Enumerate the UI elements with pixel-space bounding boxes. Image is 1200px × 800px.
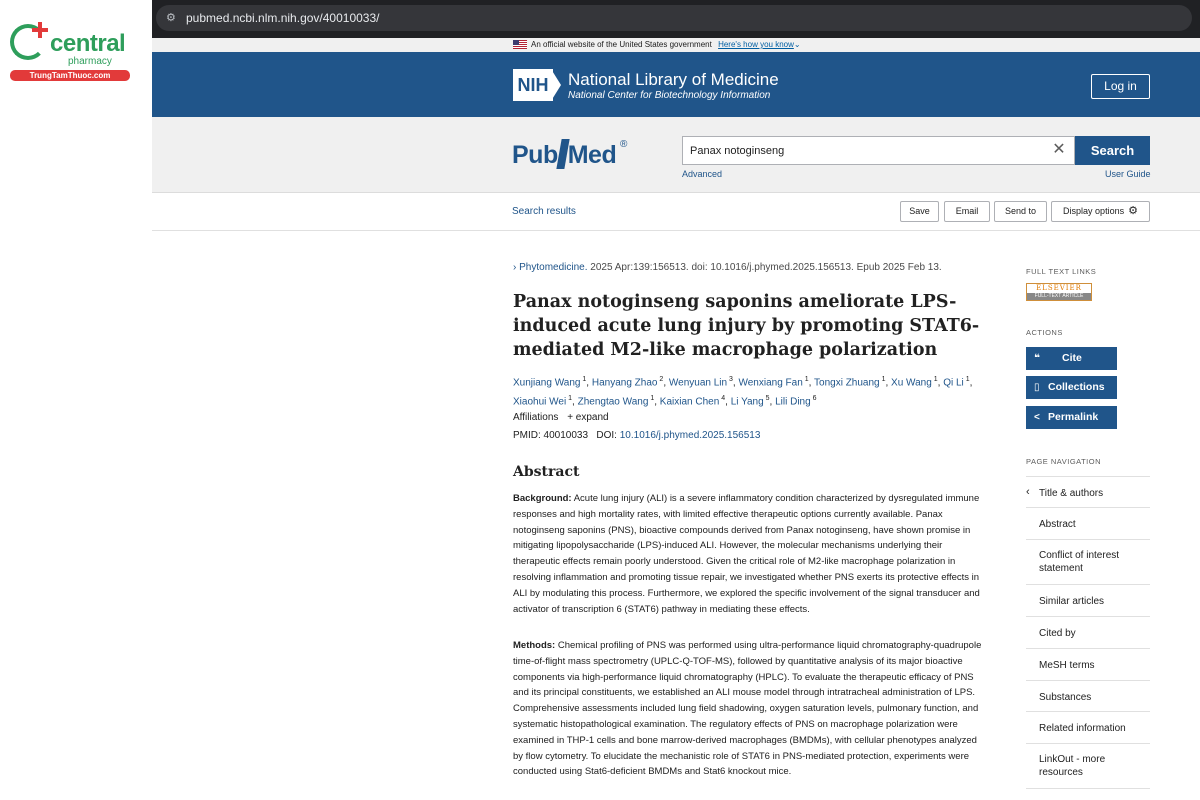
author-affiliation-number[interactable]: 1 [879, 376, 886, 383]
actions-label: ACTIONS [1026, 328, 1063, 337]
page-nav-label: Title & authors [1039, 488, 1104, 499]
browser-bar [152, 0, 1200, 38]
how-you-know-link[interactable]: Here's how you know [718, 40, 794, 49]
site-info-icon[interactable]: ⚙ [166, 12, 176, 24]
page-nav-label: LinkOut - more resources [1039, 754, 1106, 778]
chevron-right-icon[interactable]: › [513, 262, 517, 273]
display-options-label: Display options [1063, 206, 1125, 216]
author-separator: , [654, 396, 660, 408]
cross-icon [32, 22, 48, 38]
address-bar[interactable] [156, 5, 1192, 31]
abstract-background [513, 491, 983, 617]
author-affiliation-number[interactable]: 5 [763, 395, 770, 403]
cite-label: Cite [1062, 352, 1082, 364]
page-navigation-label: PAGE NAVIGATION [1026, 457, 1102, 466]
author-link[interactable]: Xu Wang [891, 377, 932, 389]
author-separator: , [586, 377, 592, 389]
pmid: PMID: 40010033 [513, 430, 589, 441]
author-link[interactable]: Qi Li [943, 377, 964, 389]
author-separator: , [725, 396, 731, 408]
gov-banner [152, 38, 1200, 52]
doi-link[interactable]: 10.1016/j.phymed.2025.156513 [619, 430, 761, 441]
pubmed-logo[interactable] [512, 139, 616, 170]
page-nav-label: MeSH terms [1039, 660, 1095, 671]
author-separator: , [969, 377, 973, 389]
page-nav-item[interactable] [1026, 744, 1150, 789]
permalink-button[interactable] [1026, 406, 1117, 429]
gov-text: An official website of the United States government [531, 40, 712, 49]
gov-banner-text [531, 40, 801, 49]
nih-logo-chevron [551, 69, 561, 101]
elsevier-full-text-link[interactable] [1026, 283, 1092, 301]
nlm-title[interactable]: National Library of Medicine [568, 70, 779, 89]
search-input[interactable] [682, 136, 1075, 165]
author-separator: , [572, 396, 578, 408]
author-affiliation-number[interactable]: 4 [719, 395, 726, 403]
watermark-logo [6, 22, 130, 82]
collections-button[interactable] [1026, 376, 1117, 399]
author-link[interactable]: Xunjiang Wang [513, 377, 581, 389]
journal-link[interactable]: Phytomedicine. [519, 262, 588, 273]
clear-search-icon[interactable]: ✕ [1052, 141, 1066, 158]
user-guide-link[interactable]: User Guide [1105, 169, 1151, 179]
page-nav-item[interactable] [1026, 585, 1150, 617]
page-nav-label: Substances [1039, 692, 1092, 703]
elsevier-text: ELSEVIER [1036, 284, 1082, 292]
save-button[interactable]: Save [900, 201, 939, 222]
author-affiliation-number[interactable]: 1 [963, 376, 970, 383]
author-affiliation-number[interactable]: 1 [566, 395, 573, 403]
author-affiliation-number[interactable]: 1 [802, 376, 809, 383]
advanced-search-link[interactable]: Advanced [682, 169, 723, 179]
page-nav-item[interactable] [1026, 477, 1150, 508]
page-nav-label: Similar articles [1039, 596, 1105, 607]
elsevier-subtext: FULL-TEXT ARTICLE [1027, 293, 1091, 300]
page-nav-item[interactable] [1026, 540, 1150, 585]
search-results-link[interactable]: Search results [512, 206, 576, 217]
author-separator: , [663, 377, 669, 389]
author-affiliation-number[interactable]: 6 [810, 395, 817, 403]
page-nav-label: Abstract [1039, 519, 1076, 530]
background-text: Acute lung injury (ALI) is a severe inflammatory condition characterized by dysregulated immune responses and high mortality rates, with limited effective therapeutic options currently available. Panax notoginseng saponins (PNS), bioactive compounds derived from Panax notoginseng, have shown promise in mitigating lipopolysaccharide (LPS)-induced ALI. However, the molecular mechanisms underlying their therapeutic effects remain poorly understood. Given the critical role of M2-like macrophage polarization in resolving inflammation and promoting tissue repair, we investigated whether PNS exerts its protective effects in ALI by modulating this process. Furthermore, we explored the specific involvement of the signal transducer and activator of transcription 6 (STAT6) pathway in mediating these effects. [513, 493, 980, 615]
author-link[interactable]: Zhengtao Wang [577, 396, 649, 408]
expand-affiliations-button[interactable]: + expand [567, 412, 609, 423]
citation-text: 2025 Apr:139:156513. doi: 10.1016/j.phymed.2025.156513. Epub 2025 Feb 13. [587, 262, 942, 273]
affiliations [513, 412, 609, 423]
watermark-name: central [50, 30, 126, 57]
author-affiliation-number[interactable]: 1 [931, 376, 938, 383]
watermark-tagline: TrungTamThuoc.com [10, 70, 130, 81]
page-nav-item[interactable] [1026, 508, 1150, 540]
author-link[interactable]: Wenyuan Lin [668, 377, 728, 389]
author-link[interactable]: Lili Ding [775, 396, 811, 408]
author-affiliation-number[interactable]: 1 [580, 376, 587, 383]
collections-label: Collections [1048, 381, 1105, 393]
identifiers [513, 430, 760, 441]
page-navigation [1026, 476, 1150, 789]
author-affiliation-number[interactable]: 3 [727, 376, 733, 383]
chevron-left-icon: ‹ [1026, 486, 1030, 498]
search-area [152, 117, 1200, 193]
background-label: Background: [513, 493, 572, 504]
display-options-button[interactable] [1051, 201, 1150, 222]
authors-list [513, 372, 983, 411]
page-nav-label: Related information [1039, 723, 1126, 734]
author-link[interactable]: Li Yang [730, 396, 764, 408]
cite-button[interactable] [1026, 347, 1117, 370]
author-link[interactable]: Kaixian Chen [659, 396, 720, 408]
author-separator: , [808, 377, 815, 389]
logo-pub: Pub [512, 141, 558, 169]
permalink-label: Permalink [1048, 411, 1099, 423]
chevron-down-icon[interactable]: ⌄ [793, 40, 801, 49]
author-link[interactable]: Wenxiang Fan [738, 377, 803, 389]
nlm-subtitle: National Center for Biotechnology Information [568, 90, 771, 101]
page-nav-item[interactable] [1026, 617, 1150, 649]
author-separator: , [937, 377, 944, 389]
login-button[interactable]: Log in [1091, 74, 1150, 99]
gear-icon: ⚙ [1128, 205, 1138, 217]
logo-med: Med [567, 141, 617, 169]
author-separator: , [769, 396, 776, 408]
send-to-button[interactable]: Send to [994, 201, 1047, 222]
affiliations-label: Affiliations [513, 412, 559, 423]
page-nav-item[interactable] [1026, 649, 1150, 681]
author-separator: , [732, 377, 739, 389]
author-link[interactable]: Hanyang Zhao [591, 377, 658, 389]
email-button[interactable]: Email [944, 201, 990, 222]
us-flag-icon [513, 40, 527, 49]
methods-label: Methods: [513, 640, 556, 651]
search-button[interactable]: Search [1075, 136, 1150, 165]
page-nav-label: Cited by [1039, 628, 1076, 639]
methods-text: Chemical profiling of PNS was performed using ultra-performance liquid chromatography-quadrupole time-of-flight mass spectrometry (UPLC-Q-TOF-MS), followed by quantitative analysis of its major bioactive components via high-performance liquid chromatography (HPLC). To evaluate the therapeutic efficacy of PNS and its principal constituents, we established an ALI mouse model through intratracheal administration of LPS. Comprehensive assessments included lung field shadowing, oxygen saturation levels, pulmonary function, and systematic histopathological examination. The regulatory effects of PNS on macrophage polarization were examined in THP-1 cells and bone marrow-derived macrophages (BMDMs), with cellular phenotypes analyzed by flow cytometry. To elucidate the mechanistic role of STAT6 in PNS-mediated protection, experiments were conducted using Stat6-deficient BMDMs and Stat6 knockout mice. [513, 640, 982, 778]
author-separator: , [885, 377, 892, 389]
author-link[interactable]: Xiaohui Wei [513, 396, 567, 408]
article-title: Panax notoginseng saponins ameliorate LPS-induced acute lung injury by promoting STAT6-mediated M2-like macrophage polarization [513, 292, 980, 360]
full-text-links-label: FULL TEXT LINKS [1026, 267, 1097, 276]
author-affiliation-number[interactable]: 1 [648, 395, 655, 403]
nih-logo[interactable]: NIH [513, 69, 553, 101]
article-toolbar [152, 193, 1200, 231]
page-nav-item[interactable] [1026, 712, 1150, 744]
url-text[interactable]: pubmed.ncbi.nlm.nih.gov/40010033/ [186, 11, 380, 25]
page-nav-label: Conflict of interest statement [1039, 550, 1120, 574]
page-nav-item[interactable] [1026, 681, 1150, 712]
quote-icon: ❝ [1034, 353, 1040, 364]
share-icon: < [1034, 412, 1040, 423]
abstract-heading: Abstract [513, 464, 580, 480]
abstract-methods [513, 638, 983, 780]
bookmark-icon: ▯ [1034, 382, 1040, 393]
watermark-sub: pharmacy [68, 56, 112, 67]
registered-mark: ® [620, 139, 628, 150]
author-link[interactable]: Tongxi Zhuang [814, 377, 880, 389]
journal-citation [513, 262, 983, 273]
author-affiliation-number[interactable]: 2 [657, 376, 664, 383]
nlm-header [152, 52, 1200, 117]
doi-label: DOI: [596, 430, 617, 441]
